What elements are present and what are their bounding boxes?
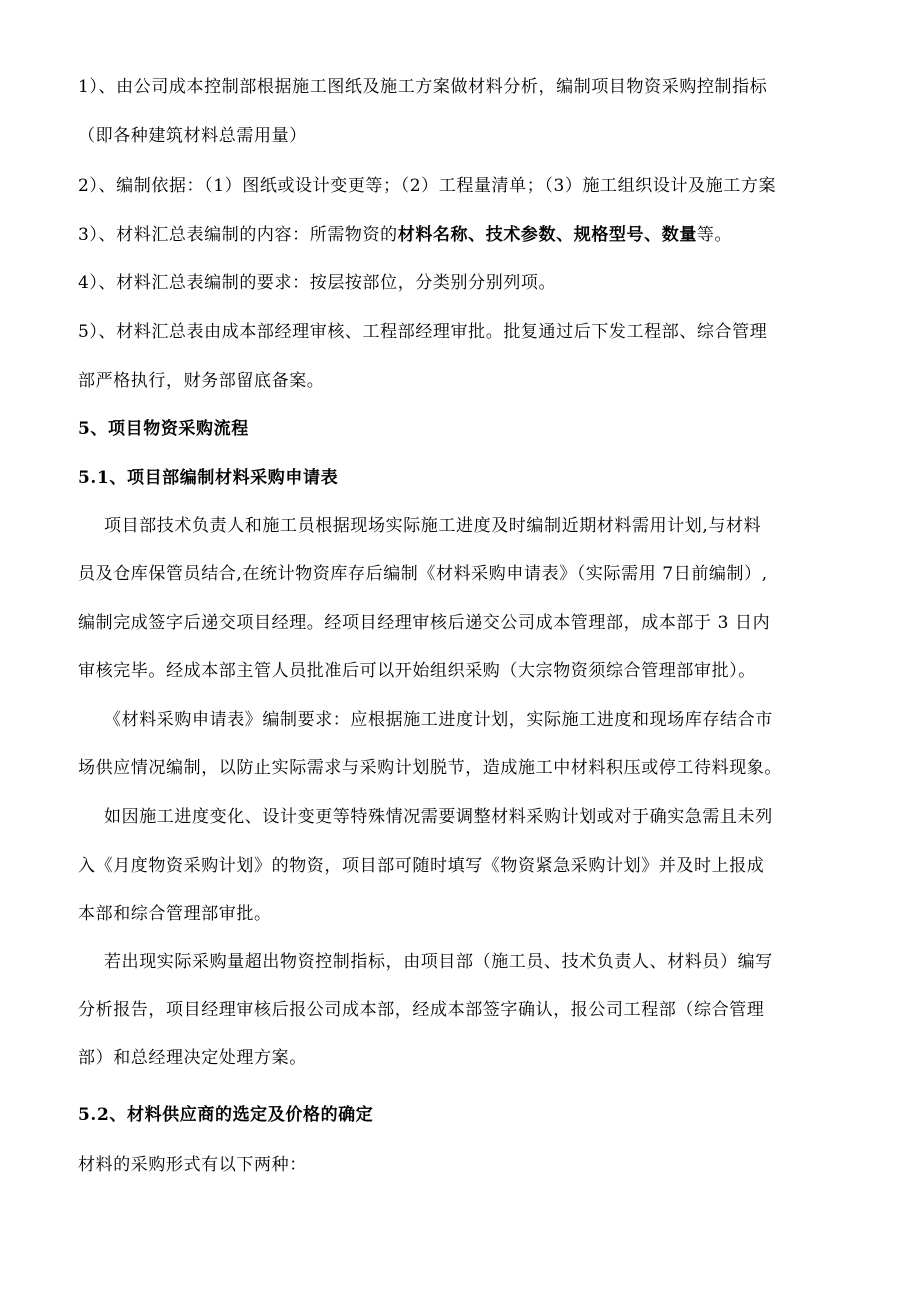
paragraph-4-line-2: 分析报告，项目经理审核后报公司成本部，经成本部签字确认，报公司工程部（综合管理 (78, 1000, 765, 1020)
list-item-3-bold-terms: 材料名称、技术参数、规格型号、数量 (397, 225, 697, 245)
list-item-2: 2）、编制依据：（1）图纸或设计变更等；（2）工程量清单；（3）施工组织设计及施工方案 (78, 176, 777, 196)
list-item-1-line-1: 1）、由公司成本控制部根据施工图纸及施工方案做材料分析，编制项目物资采购控制指标 (78, 77, 768, 97)
section-5-2-heading: 5.2、材料供应商的选定及价格的确定 (78, 1105, 374, 1125)
section-5-heading: 5、项目物资采购流程 (78, 419, 249, 439)
section-5-2-paragraph: 材料的采购形式有以下两种： (78, 1155, 307, 1175)
list-item-3-suffix: 等。 (696, 225, 733, 245)
paragraph-1-line-1: 项目部技术负责人和施工员根据现场实际施工进度及时编制近期材料需用计划,与材料 (104, 516, 762, 536)
paragraph-3-line-1: 如因施工进度变化、设计变更等特殊情况需要调整材料采购计划或对于确实急需且未列 (104, 807, 773, 827)
list-item-4: 4）、材料汇总表编制的要求：按层按部位，分类别分别列项。 (78, 273, 557, 293)
list-item-5-line-1: 5）、材料汇总表由成本部经理审核、工程部经理审批。批复通过后下发工程部、综合管理 (78, 322, 768, 342)
list-item-1-line-2: （即各种建筑材料总需用量） (78, 126, 307, 146)
list-item-5-line-2: 部严格执行，财务部留底备案。 (78, 371, 325, 391)
paragraph-1-line-2: 员及仓库保管员结合,在统计物资库存后编制《材料采购申请表》（实际需用 7日前编制）, (78, 564, 768, 584)
section-5-1-heading: 5.1、项目部编制材料采购申请表 (78, 468, 339, 488)
paragraph-1-line-4: 审核完毕。经成本部主管人员批准后可以开始组织采购（大宗物资须综合管理部审批）。 (78, 661, 756, 681)
paragraph-1-line-3: 编制完成签字后递交项目经理。经项目经理审核后递交公司成本管理部，成本部于 3 日内 (78, 613, 771, 633)
paragraph-2-line-1: 《材料采购申请表》编制要求：应根据施工进度计划，实际施工进度和现场库存结合市 (104, 710, 773, 730)
paragraph-3-line-3: 本部和综合管理部审批。 (78, 904, 272, 924)
paragraph-4-line-1: 若出现实际采购量超出物资控制指标，由项目部（施工员、技术负责人、材料员）编写 (104, 952, 773, 972)
list-item-3 (78, 223, 732, 247)
list-item-3-prefix: 3）、材料汇总表编制的内容：所需物资的 (78, 225, 398, 245)
paragraph-3-line-2: 入《月度物资采购计划》的物资，项目部可随时填写《物资紧急采购计划》并及时上报成 (78, 856, 765, 876)
paragraph-4-line-3: 部）和总经理决定处理方案。 (78, 1048, 307, 1068)
paragraph-2-line-2: 场供应情况编制，以防止实际需求与采购计划脱节，造成施工中材料积压或停工待料现象。 (78, 758, 782, 778)
